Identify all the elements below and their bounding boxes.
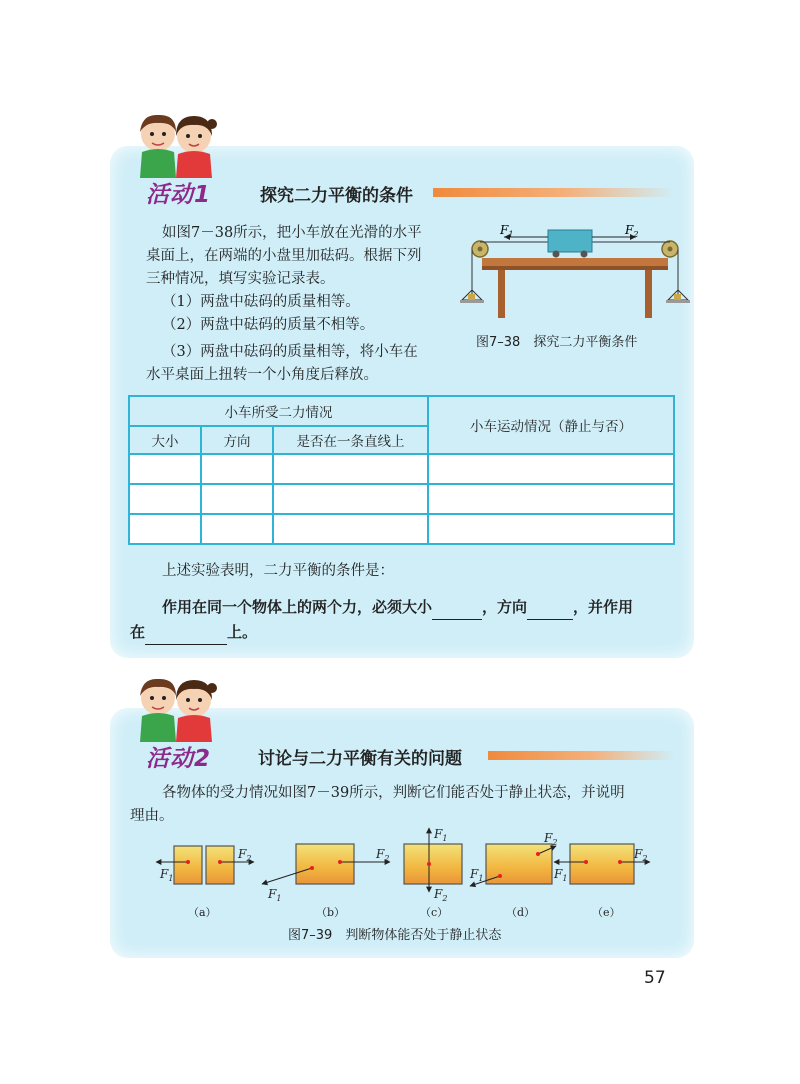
svg-text:（a）: （a） (188, 906, 217, 919)
svg-text:F1: $F_1$ (554, 867, 568, 883)
blank-line[interactable] (145, 621, 227, 645)
table-col-line: 是否在一条直线上 (273, 426, 428, 454)
svg-text:F1: $F_1$ (160, 867, 174, 883)
panel-e (553, 844, 650, 919)
svg-text:（b）: （b） (316, 906, 346, 919)
case-1: （1）两盘中砝码的质量相等。 (162, 294, 360, 310)
blank-direction[interactable] (527, 596, 573, 620)
conclusion-text-a: 作用在同一个物体上的两个力，必须大小 (162, 598, 433, 616)
conclusion-line-2 (130, 621, 257, 645)
case-2: （2）两盘中砝码的质量不相等。 (162, 317, 375, 333)
table-cell[interactable] (201, 484, 273, 514)
table-col-size: 大小 (129, 426, 201, 454)
conclusion-text-c: ，并作用 (573, 598, 634, 616)
svg-text:（c）: （c） (420, 906, 449, 919)
title-stripe (488, 751, 675, 760)
children-illustration (128, 112, 224, 178)
conclusion-text-e: 上。 (227, 623, 258, 641)
table-cell[interactable] (129, 514, 201, 544)
table-cell[interactable] (273, 454, 428, 484)
panel-d (469, 831, 557, 919)
force-label-f2: $F_2$ (625, 223, 639, 239)
intro-line-3: 三种情况，填写实验记录表。 (146, 271, 335, 287)
panel-b (262, 844, 390, 919)
table-row (129, 514, 674, 544)
svg-text:F1: $F_1$ (470, 867, 484, 883)
svg-text:F2: $F_2$ (434, 887, 448, 903)
activity2-subtitle: 讨论与二力平衡有关的问题 (258, 749, 462, 769)
table-group-header: 小车所受二力情况 (129, 396, 428, 426)
svg-text:（e）: （e） (592, 906, 621, 919)
table-col-direction: 方向 (201, 426, 273, 454)
figure-7-38-apparatus (460, 220, 690, 322)
activity1-title: 活动1 (146, 182, 212, 208)
svg-text:F2: $F_2$ (376, 847, 390, 863)
experiment-record-table (128, 395, 675, 545)
conclusion-intro: 上述实验表明，二力平衡的条件是： (162, 563, 394, 579)
table-cell[interactable] (129, 454, 201, 484)
table-cell[interactable] (428, 454, 674, 484)
svg-text:（d）: （d） (506, 906, 536, 919)
panel-c (404, 827, 462, 919)
intro-line-2: 桌面上，在两端的小盘里加砝码。根据下列 (146, 248, 422, 264)
table-motion-header: 小车运动情况（静止与否） (428, 396, 674, 454)
activity2-intro-line-2: 理由。 (130, 808, 174, 824)
conclusion-text-d: 在 (130, 623, 146, 641)
svg-text:F2: $F_2$ (544, 831, 558, 847)
conclusion-line-1 (162, 596, 633, 620)
activity2-intro-line-1: 各物体的受力情况如图7－39所示，判断它们能否处于静止状态，并说明 (162, 785, 625, 801)
table-cell[interactable] (428, 484, 674, 514)
figure-7-38-caption: 图7–38 探究二力平衡条件 (476, 335, 638, 350)
intro-line-1: 如图7－38所示，把小车放在光滑的水平 (162, 225, 422, 241)
case-3: （3）两盘中砝码的质量相等，将小车在 (162, 344, 418, 360)
table-cell[interactable] (273, 514, 428, 544)
force-label-f1: $F_1$ (500, 223, 514, 239)
case-3-continued: 水平桌面上扭转一个小角度后释放。 (146, 367, 378, 383)
conclusion-text-b: ，方向 (482, 598, 528, 616)
table-cell[interactable] (273, 484, 428, 514)
blank-magnitude[interactable] (432, 596, 482, 620)
svg-text:F2: $F_2$ (634, 847, 648, 863)
panel-a (156, 846, 254, 919)
table-cell[interactable] (201, 514, 273, 544)
svg-text:F2: $F_2$ (238, 847, 252, 863)
page-number: 57 (644, 968, 666, 988)
figure-7-39-caption: 图7–39 判断物体能否处于静止状态 (288, 928, 502, 943)
activity1-subtitle: 探究二力平衡的条件 (260, 186, 413, 206)
table-row (129, 484, 674, 514)
table-row (129, 454, 674, 484)
children-illustration (128, 676, 224, 742)
svg-text:F1: $F_1$ (268, 887, 282, 903)
table-cell[interactable] (201, 454, 273, 484)
figure-7-39 (150, 826, 670, 922)
activity2-title: 活动2 (146, 746, 212, 772)
table-cell[interactable] (129, 484, 201, 514)
svg-text:F1: $F_1$ (434, 827, 448, 843)
title-stripe (433, 188, 675, 197)
table-cell[interactable] (428, 514, 674, 544)
